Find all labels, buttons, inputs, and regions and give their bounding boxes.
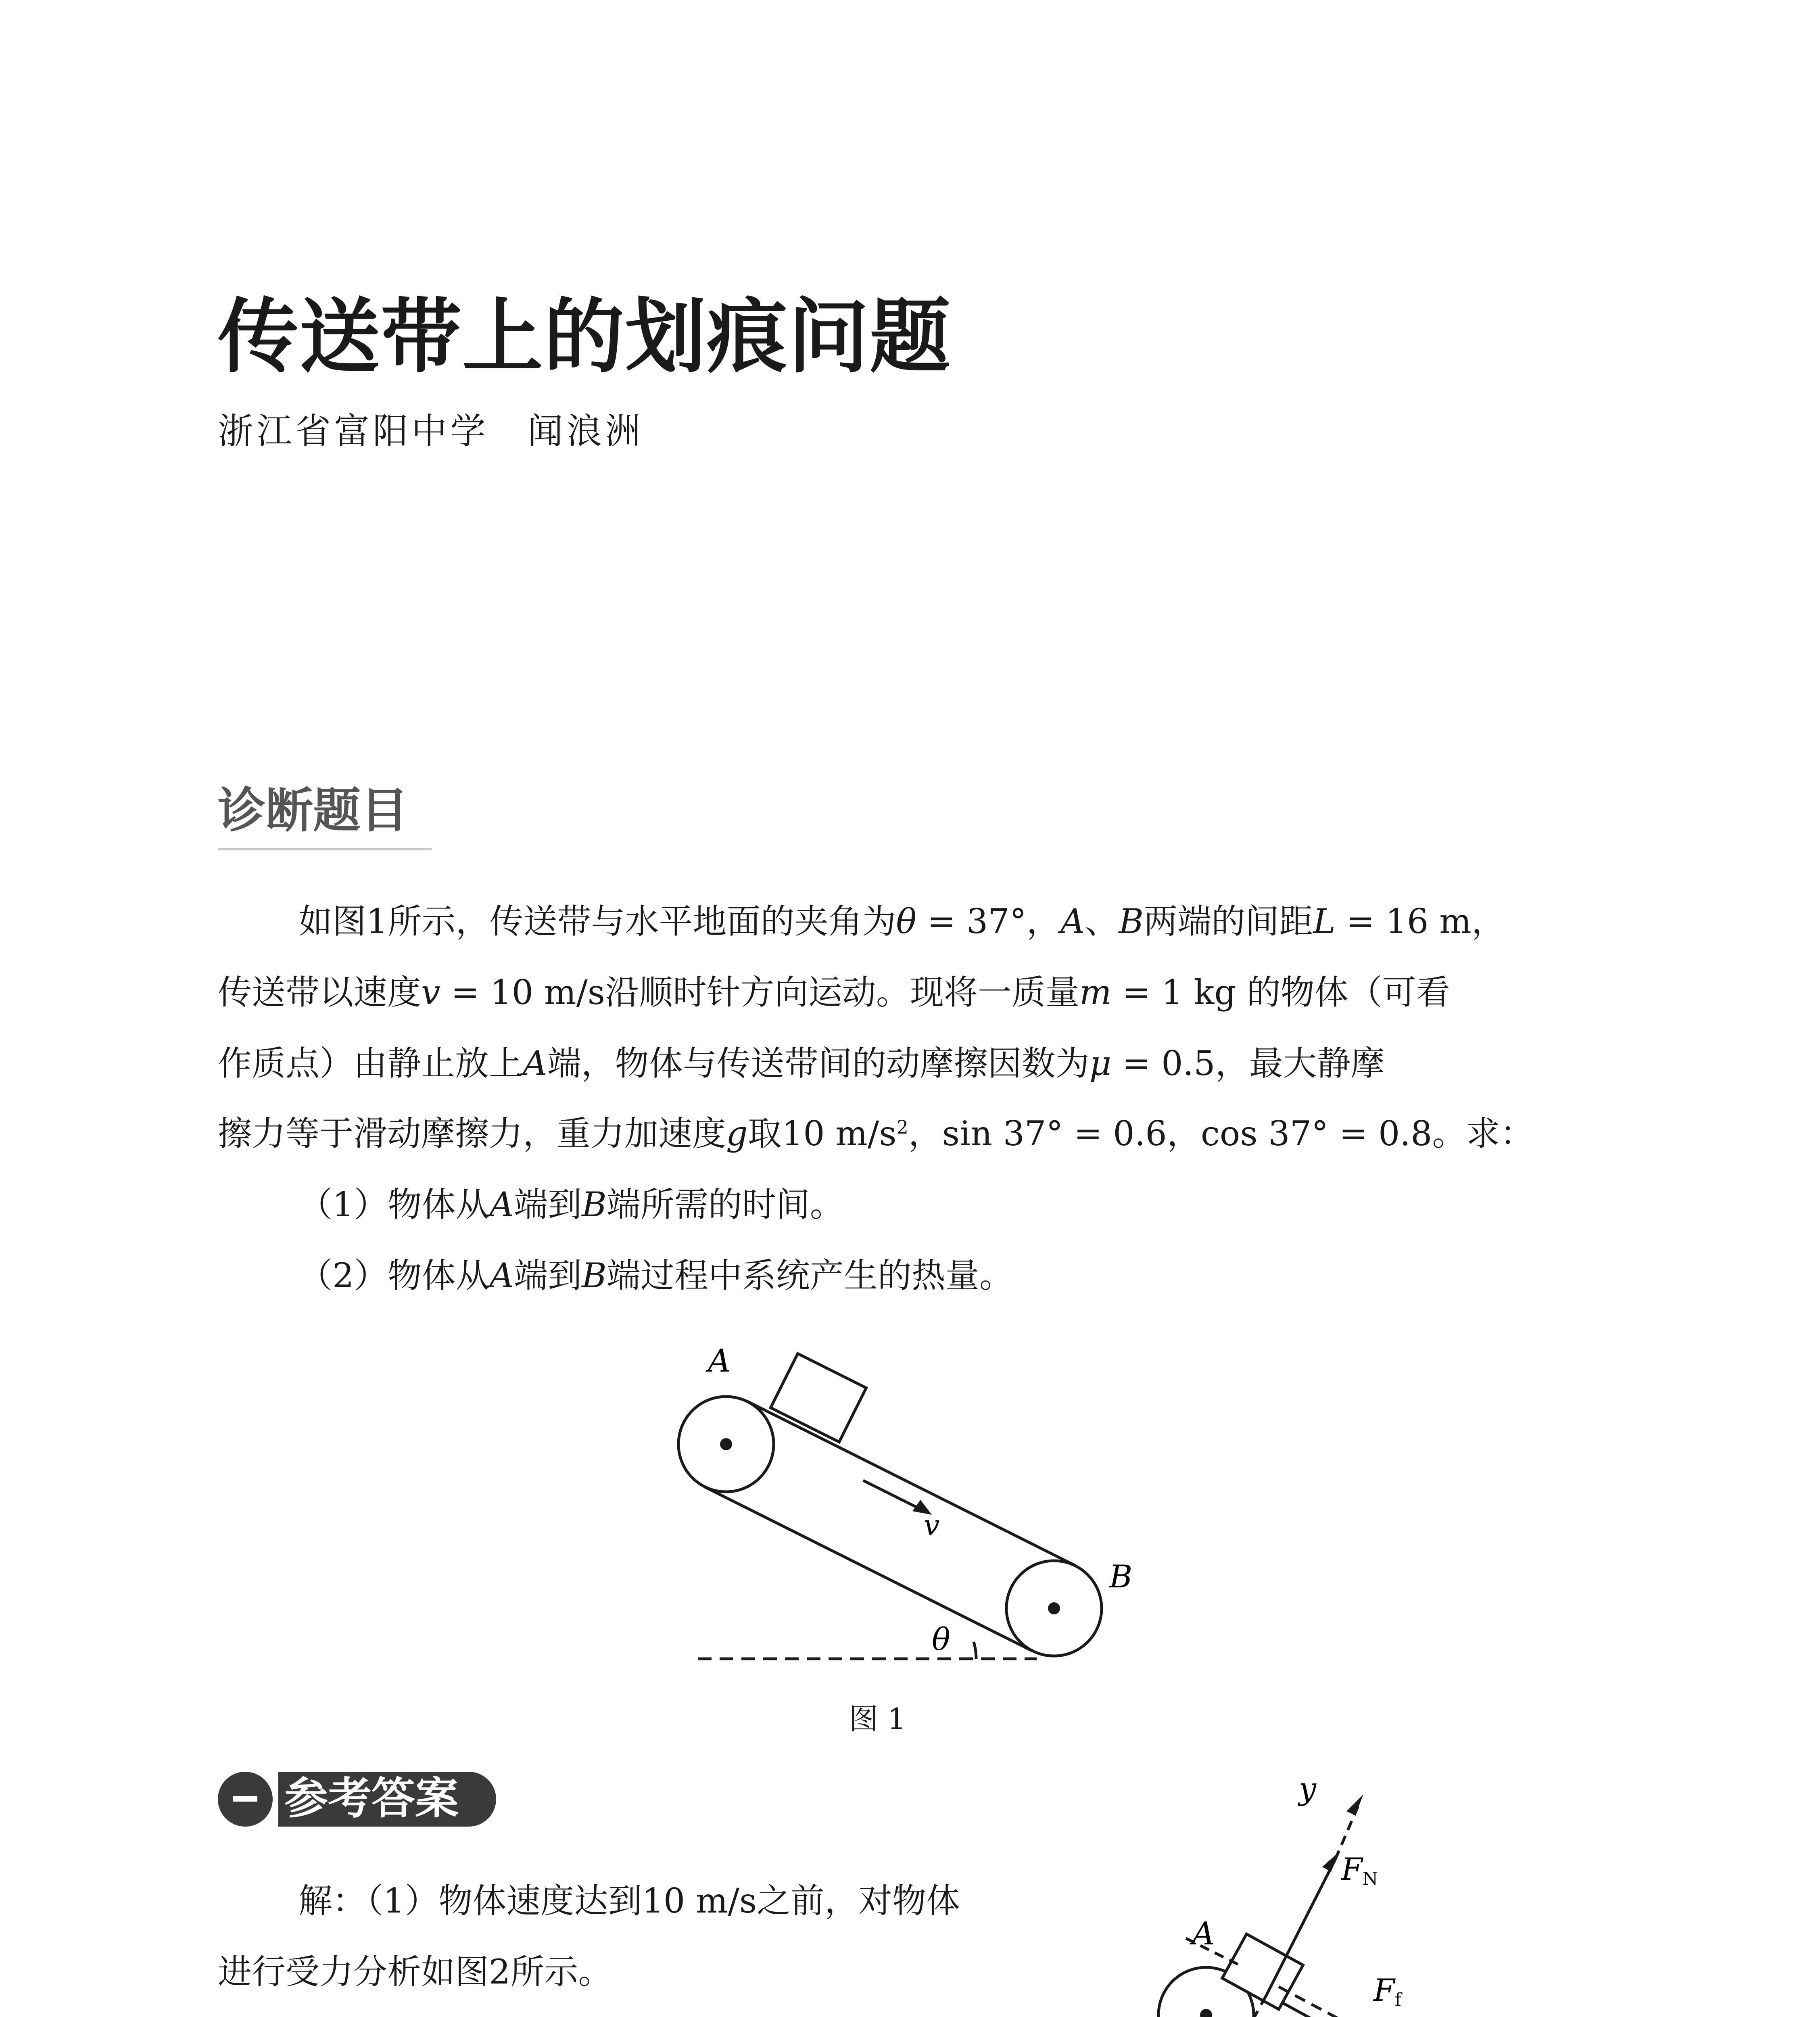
figure-1-conveyor-diagram (666, 1331, 1150, 1686)
question-1: （1）物体从A端到B端所需的时间。 (298, 1185, 844, 1224)
belt-bottom (705, 1487, 1033, 1651)
label-a: A (1192, 1916, 1215, 1952)
answer-heading: 参考答案 (284, 1773, 459, 1824)
figure-2-force-diagram (1121, 1775, 1630, 2017)
label-fn: FN (1341, 1851, 1378, 1889)
pulley-a-axle (720, 1438, 732, 1450)
problem-line-2: 传送带以速度v = 10 m/s沿顺时针方向运动。现将一质量m = 1 kg 的物体（可看 (218, 973, 1450, 1012)
diagnosis-heading: 诊断题目 (218, 783, 409, 838)
problem-line-4: 擦力等于滑动摩擦力，重力加速度g取10 $m/s^2$，sin 37° = 0.6，cos 37° = 0.8。求： (218, 1114, 1534, 1153)
label-a: A (708, 1343, 731, 1379)
answer-line-1: 解：（1）物体速度达到10 m/s之前，对物体 (298, 1881, 960, 1921)
pulley-a-axle (1200, 2009, 1212, 2017)
label-b: B (1109, 1559, 1133, 1595)
pulley-b-axle (1048, 1602, 1060, 1614)
problem-line-1: 如图1所示，传送带与水平地面的夹角为θ = 37°，A、B两端的间距L = 16 m， (298, 902, 1505, 941)
question-2: （2）物体从A端到B端过程中系统产生的热量。 (298, 1256, 1013, 1295)
label-theta: θ (932, 1621, 950, 1657)
figure-1-caption: 图 1 (849, 1702, 906, 1736)
answer-badge-symbol (233, 1796, 257, 1802)
angle-arc (974, 1642, 976, 1659)
block (770, 1353, 866, 1442)
belt-top (747, 1401, 1075, 1566)
heading-underline (218, 848, 432, 850)
label-y: y (1299, 1775, 1316, 1806)
article-title: 传送带上的划痕问题 (218, 289, 952, 384)
author-line: 浙江省富阳中学 闻浪洲 (218, 410, 644, 452)
problem-line-3: 作质点）由静止放上A端，物体与传送带间的动摩擦因数为μ = 0.5，最大静摩 (218, 1044, 1385, 1083)
label-v: v (924, 1509, 940, 1542)
label-ff: Ff (1373, 1972, 1402, 2010)
answer-line-2: 进行受力分析如图2所示。 (218, 1952, 612, 1992)
normal-force-arrow (1267, 1860, 1335, 1995)
y-axis-arrowhead (1346, 1794, 1363, 1815)
friction-force-arrow (1279, 1987, 1460, 2017)
